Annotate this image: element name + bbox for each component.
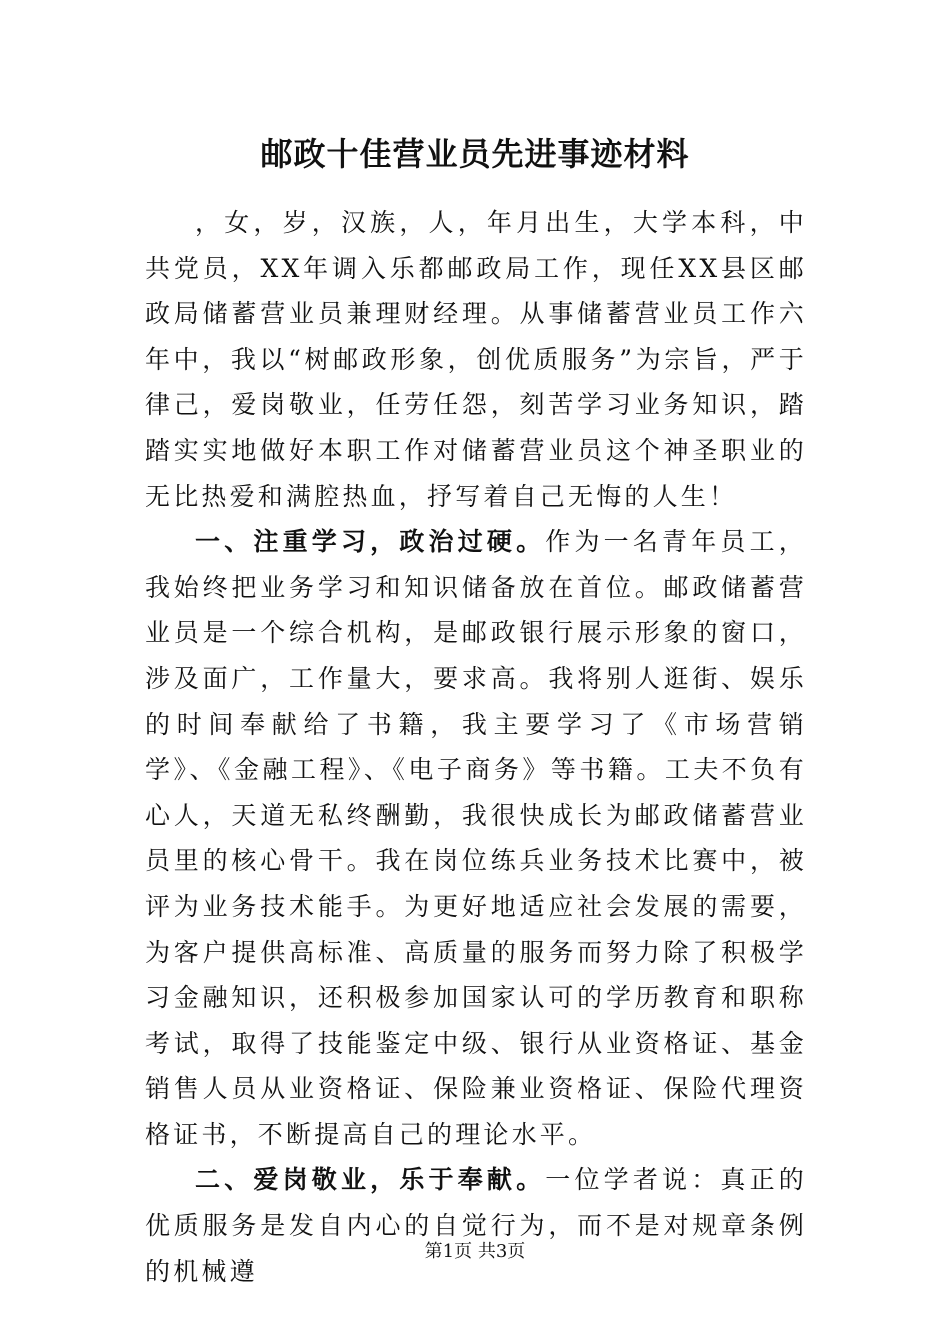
paragraph-text: ，女，岁，汉族，人，年月出生，大学本科，中共党员，XX年调入乐都邮政局工作，现任XX县区邮政局储蓄营业员兼理财经理。从事储蓄营业员工作六年中，我以“树邮政形象，创优质服务”为宗旨，严于律己，爱岗敬业，任劳任怨，刻苦学习业务知识，踏踏实实地做好本职工作对储蓄营业员这个神圣职业的无比热爱和满腔热血，抒写着自己无悔的人生！ <box>145 208 807 511</box>
paragraph-section-2 <box>145 1157 807 1294</box>
document-title: 邮政十佳营业员先进事迹材料 <box>260 135 690 173</box>
paragraph-section-1 <box>145 519 807 1157</box>
document-body <box>145 200 807 1294</box>
section-heading: 二、爱岗敬业，乐于奉献。 <box>195 1165 546 1195</box>
paragraph-text: 一位学者说：真正的优质服务是发自内心的自觉行为，而不是对规章条例的机械遵 <box>145 1165 807 1286</box>
section-heading: 一、注重学习，政治过硬。 <box>195 527 546 557</box>
paragraph-intro <box>145 200 807 519</box>
paragraph-text: 作为一名青年员工，我始终把业务学习和知识储备放在首位。邮政储蓄营业员是一个综合机构，是邮政银行展示形象的窗口，涉及面广，工作量大，要求高。我将别人逛街、娱乐的时间奉献给了书籍，我主要学习了《市场营销学》、《金融工程》、《电子商务》等书籍。工夫不负有心人，天道无私终酬勤，我很快成长为邮政储蓄营业员里的核心骨干。我在岗位练兵业务技术比赛中，被评为业务技术能手。为更好地适应社会发展的需要，为客户提供高标准、高质量的服务而努力除了积极学习金融知识，还积极参加国家认可的学历教育和职称考试，取得了技能鉴定中级、银行从业资格证、基金销售人员从业资格证、保险兼业资格证、保险代理资格证书，不断提高自己的理论水平。 <box>145 527 807 1149</box>
page-footer: 第1页 共3页 <box>424 1241 526 1262</box>
